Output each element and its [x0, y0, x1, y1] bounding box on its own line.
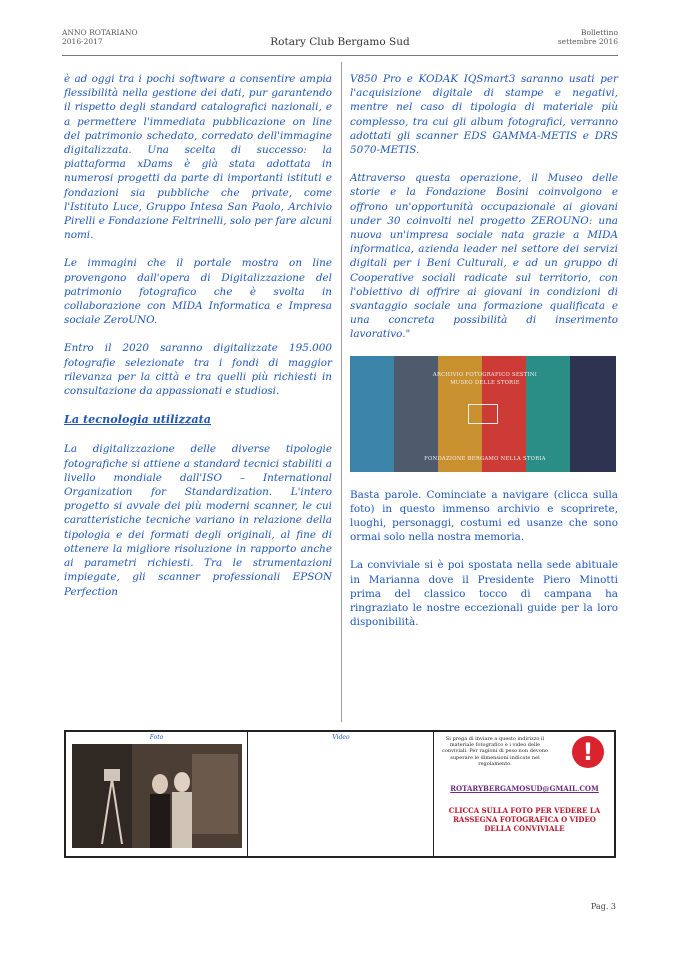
- banner-bottom-text: FONDAZIONE BERGAMO NELLA STORIA: [424, 455, 546, 462]
- banner-stripe: [350, 356, 394, 472]
- banner-logo-icon: [468, 404, 498, 424]
- header-right-line1: Bollettino: [580, 28, 618, 37]
- info-cell: [435, 732, 614, 856]
- video-cell-title: Video: [332, 734, 350, 741]
- photo-illustration: [72, 744, 242, 848]
- left-paragraph-3: Entro il 2020 saranno digitalizzate 195.000 fotografie selezionate tra i fondi di maggior rilevanza per la città e tra quelli più richiesti in consultazione da appassionati e studiosi.: [64, 342, 332, 398]
- archive-banner-image[interactable]: [350, 356, 616, 472]
- banner-stripe: [570, 356, 616, 472]
- click-note: CLICCA SULLA FOTO PER VEDERE LA RASSEGNA FOTOGRAFICA O VIDEO DELLA CONVIVIALE: [448, 806, 601, 833]
- left-column: [64, 72, 332, 613]
- page-number: Pag. 3: [590, 902, 616, 911]
- header-right: [558, 28, 618, 46]
- column-divider: [341, 62, 342, 722]
- section-heading: La tecnologia utilizzata: [64, 412, 212, 427]
- video-cell: [249, 732, 434, 856]
- left-paragraph-2: Le immagini che il portale mostra on line provengono dall'opera di Digitalizzazione del patrimonio fotografico che è svolta in collaborazione con MIDA Informatica e Impresa sociale ZeroUNO.: [64, 257, 332, 327]
- email-link[interactable]: ROTARYBERGAMOSUD@GMAIL.COM: [450, 784, 599, 793]
- banner-subtitle: MUSEO DELLE STORIE: [450, 379, 520, 386]
- left-paragraph-4: La digitalizzazione delle diverse tipologie fotografiche si attiene a standard tecnici stabiliti a livello mondiale dall'ISO – International Organization for Standardization. L'intero progetto si avvale dei più moderni scanner, le cui caratteristiche tecniche variano in relazione della tipologia e dei formati degli originali, al fine di ottenere la migliore risoluzione in rapporto anche ai parametri richiesti. Tra le strumentazioni impiegate, gli scanner professionali EPSON Perfection: [64, 443, 332, 598]
- photo-cell-title: Foto: [149, 734, 164, 741]
- page-header: [62, 28, 618, 56]
- right-paragraph-1: V850 Pro e KODAK IQSmart3 saranno usati per l'acquisizione digitale di stampe e negativi, mentre nel caso di tipologia di materiale più complesso, tra cui gli album fotografici, verranno adottati gli scanner EDS GAMMA-METIS e DRS 5070-METIS.: [350, 73, 618, 157]
- left-paragraph-1: è ad oggi tra i pochi software a consentire ampia flessibilità nella gestione dei dati, pur garantendo il rispetto degli standard catalografici nazionali, e a permettere l'immediata pubblicazione on line del patrimonio schedato, corredato dell'immagine digitalizzata. Una scelta di successo: la piattaforma xDams è già stata adottata in numerosi progetti da parte di importanti istituti e fondazioni sia pubbliche che private, come l'Istituto Luce, Gruppo Intesa San Paolo, Archivio Pirelli e Fondazione Feltrinelli, solo per fare alcuni nomi.: [64, 73, 332, 242]
- header-title: Rotary Club Bergamo Sud: [270, 36, 410, 48]
- media-box: [64, 730, 616, 858]
- info-text: Si prega di inviare a questo indirizzo il materiale fotografico e i video delle conviviali. Per ragioni di peso non devono superare le dimensioni indicate nel regolamento.: [442, 736, 548, 767]
- right-paragraph-3: Basta parole. Cominciate a navigare (clicca sulla foto) in questo immenso archivio e scoprirete, luoghi, personaggi, costumi ed usanze che sono ormai solo nella nostra memoria.: [350, 488, 618, 544]
- photo-cell: [66, 732, 248, 856]
- header-left-line1: ANNO ROTARIANO: [62, 28, 138, 37]
- banner-title: ARCHIVIO FOTOGRAFICO SESTINI: [432, 371, 538, 378]
- header-right-line2: settembre 2016: [557, 37, 618, 46]
- right-paragraph-2: Attraverso questa operazione, il Museo delle storie e la Fondazione Bosini coinvolgono e offrono un'opportunità occupazionale ai giovani under 30 coinvolti nel progetto ZEROUNO: una nuova un'impresa sociale nata grazie a MIDA informatica, azienda leader nel settore dei servizi digitali per i Beni Culturali, e ad un gruppo di Cooperative sociali radicate sul territorio, con l'obiettivo di offrire ai giovani in condizioni di svantaggio sociale una formazione qualificata e una concreta possibilità di inserimento lavorativo.": [350, 172, 618, 341]
- right-column: [350, 72, 618, 643]
- convivial-photo[interactable]: [72, 744, 242, 848]
- exclamation-icon: !: [572, 736, 604, 768]
- header-left-line2: 2016-2017: [62, 37, 103, 46]
- right-paragraph-4: La conviviale si è poi spostata nella sede abituale in Marianna dove il Presidente Piero Minotti prima del classico tocco di campana ha ringraziato le nostre eccezionali guide per la loro disponibilità.: [350, 559, 618, 629]
